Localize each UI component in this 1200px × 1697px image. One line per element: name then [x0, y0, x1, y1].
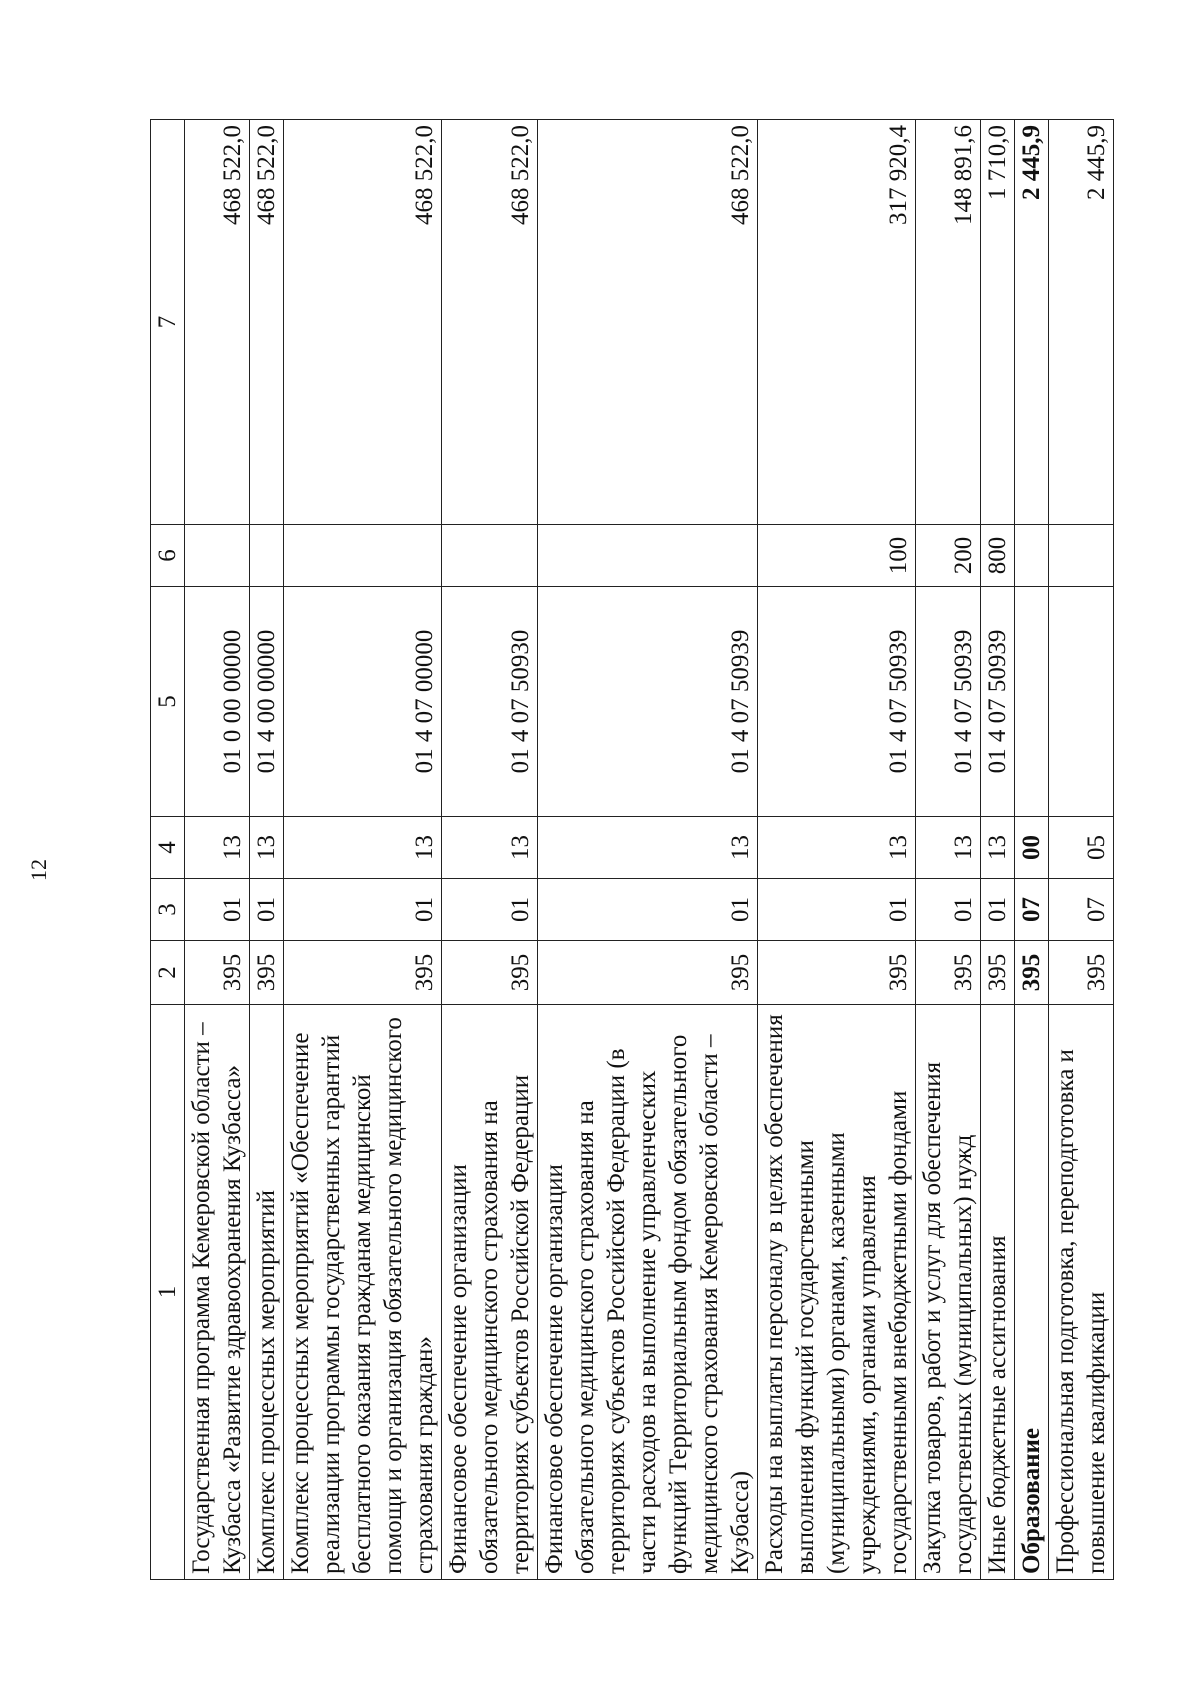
admin-code-cell: 395: [1015, 941, 1049, 1005]
table-row: [284, 120, 442, 1580]
admin-code-cell: 395: [442, 941, 538, 1005]
row-name-cell: Профессиональная подготовка, переподготовка и повышение квалификации: [1049, 1005, 1114, 1580]
subsection-cell: 13: [538, 817, 758, 879]
section-cell: 07: [1049, 879, 1114, 941]
row-name-cell: Финансовое обеспечение организации обязательного медицинского страхования на территориях субъектов Российской Федерации: [442, 1005, 538, 1580]
expense-type-cell: 800: [981, 525, 1015, 587]
table-row: [981, 120, 1015, 1580]
expense-type-cell: [442, 525, 538, 587]
admin-code-cell: 395: [250, 941, 284, 1005]
admin-code-cell: 395: [1049, 941, 1114, 1005]
table-row: [250, 120, 284, 1580]
target-article-cell: 01 4 00 00000: [250, 587, 284, 817]
table-row: [758, 120, 916, 1580]
header-cell: 2: [151, 941, 185, 1005]
subsection-cell: 13: [284, 817, 442, 879]
subsection-cell: 13: [981, 817, 1015, 879]
target-article-cell: 01 0 00 00000: [185, 587, 250, 817]
table-row: [538, 120, 758, 1580]
header-cell: 6: [151, 525, 185, 587]
row-name-cell: Закупка товаров, работ и услуг для обеспечения государственных (муниципальных) нужд: [916, 1005, 981, 1580]
page-number: 12: [26, 859, 51, 881]
budget-table-container: [150, 120, 1110, 1580]
subsection-cell: 13: [916, 817, 981, 879]
section-cell: 01: [284, 879, 442, 941]
amount-cell: 148 891,6: [916, 120, 981, 525]
admin-code-cell: 395: [981, 941, 1015, 1005]
expense-type-cell: 100: [758, 525, 916, 587]
subsection-cell: 13: [185, 817, 250, 879]
row-name-cell: Финансовое обеспечение организации обязательного медицинского страхования на территориях субъектов Российской Федерации (в части расходов на выполнение управленческих функций Территориальным фондом обязательного медицинского страхования Кемеровской области – Кузбасса): [538, 1005, 758, 1580]
table-row: [1015, 120, 1049, 1580]
amount-cell: 317 920,4: [758, 120, 916, 525]
admin-code-cell: 395: [916, 941, 981, 1005]
row-name-cell: Комплекс процессных мероприятий «Обеспечение реализации программы государственных гарантий бесплатного оказания гражданам медицинской помощи и организация обязательного медицинского страхования граждан»: [284, 1005, 442, 1580]
target-article-cell: 01 4 07 00000: [284, 587, 442, 817]
row-name-cell: Государственная программа Кемеровской области – Кузбасса «Развитие здравоохранения Кузбасса»: [185, 1005, 250, 1580]
header-cell: 7: [151, 120, 185, 525]
table-row: [185, 120, 250, 1580]
section-cell: 01: [916, 879, 981, 941]
amount-cell: 468 522,0: [442, 120, 538, 525]
row-name-cell: Комплекс процессных мероприятий: [250, 1005, 284, 1580]
expense-type-cell: [284, 525, 442, 587]
table-row: [442, 120, 538, 1580]
amount-cell: 2 445,9: [1049, 120, 1114, 525]
section-cell: 07: [1015, 879, 1049, 941]
section-cell: 01: [758, 879, 916, 941]
row-name-cell: Расходы на выплаты персоналу в целях обеспечения выполнения функций государственными (муниципальными) органами, казенными учреждениями, органами управления государственными внебюджетными фондами: [758, 1005, 916, 1580]
amount-cell: 468 522,0: [284, 120, 442, 525]
target-article-cell: 01 4 07 50939: [758, 587, 916, 817]
section-cell: 01: [250, 879, 284, 941]
section-cell: 01: [442, 879, 538, 941]
header-cell: 4: [151, 817, 185, 879]
target-article-cell: 01 4 07 50930: [442, 587, 538, 817]
admin-code-cell: 395: [284, 941, 442, 1005]
expense-type-cell: [250, 525, 284, 587]
subsection-cell: 13: [250, 817, 284, 879]
header-cell: 3: [151, 879, 185, 941]
subsection-cell: 13: [442, 817, 538, 879]
table-row: [916, 120, 981, 1580]
amount-cell: 468 522,0: [185, 120, 250, 525]
amount-cell: 468 522,0: [250, 120, 284, 525]
target-article-cell: 01 4 07 50939: [981, 587, 1015, 817]
subsection-cell: 00: [1015, 817, 1049, 879]
expense-type-cell: [538, 525, 758, 587]
section-cell: 01: [538, 879, 758, 941]
target-article-cell: [1015, 587, 1049, 817]
row-name-cell: Иные бюджетные ассигнования: [981, 1005, 1015, 1580]
section-cell: 01: [185, 879, 250, 941]
expense-type-cell: [1049, 525, 1114, 587]
expense-type-cell: [185, 525, 250, 587]
admin-code-cell: 395: [538, 941, 758, 1005]
expense-type-cell: [1015, 525, 1049, 587]
amount-cell: 1 710,0: [981, 120, 1015, 525]
table-header-row: [151, 120, 185, 1580]
amount-cell: 468 522,0: [538, 120, 758, 525]
header-cell: 1: [151, 1005, 185, 1580]
section-cell: 01: [981, 879, 1015, 941]
amount-cell: 2 445,9: [1015, 120, 1049, 525]
admin-code-cell: 395: [758, 941, 916, 1005]
expense-type-cell: 200: [916, 525, 981, 587]
target-article-cell: 01 4 07 50939: [538, 587, 758, 817]
subsection-cell: 05: [1049, 817, 1114, 879]
subsection-cell: 13: [758, 817, 916, 879]
target-article-cell: 01 4 07 50939: [916, 587, 981, 817]
admin-code-cell: 395: [185, 941, 250, 1005]
header-cell: 5: [151, 587, 185, 817]
target-article-cell: [1049, 587, 1114, 817]
table-row: [1049, 120, 1114, 1580]
budget-table: [150, 119, 1114, 1580]
row-name-cell: Образование: [1015, 1005, 1049, 1580]
